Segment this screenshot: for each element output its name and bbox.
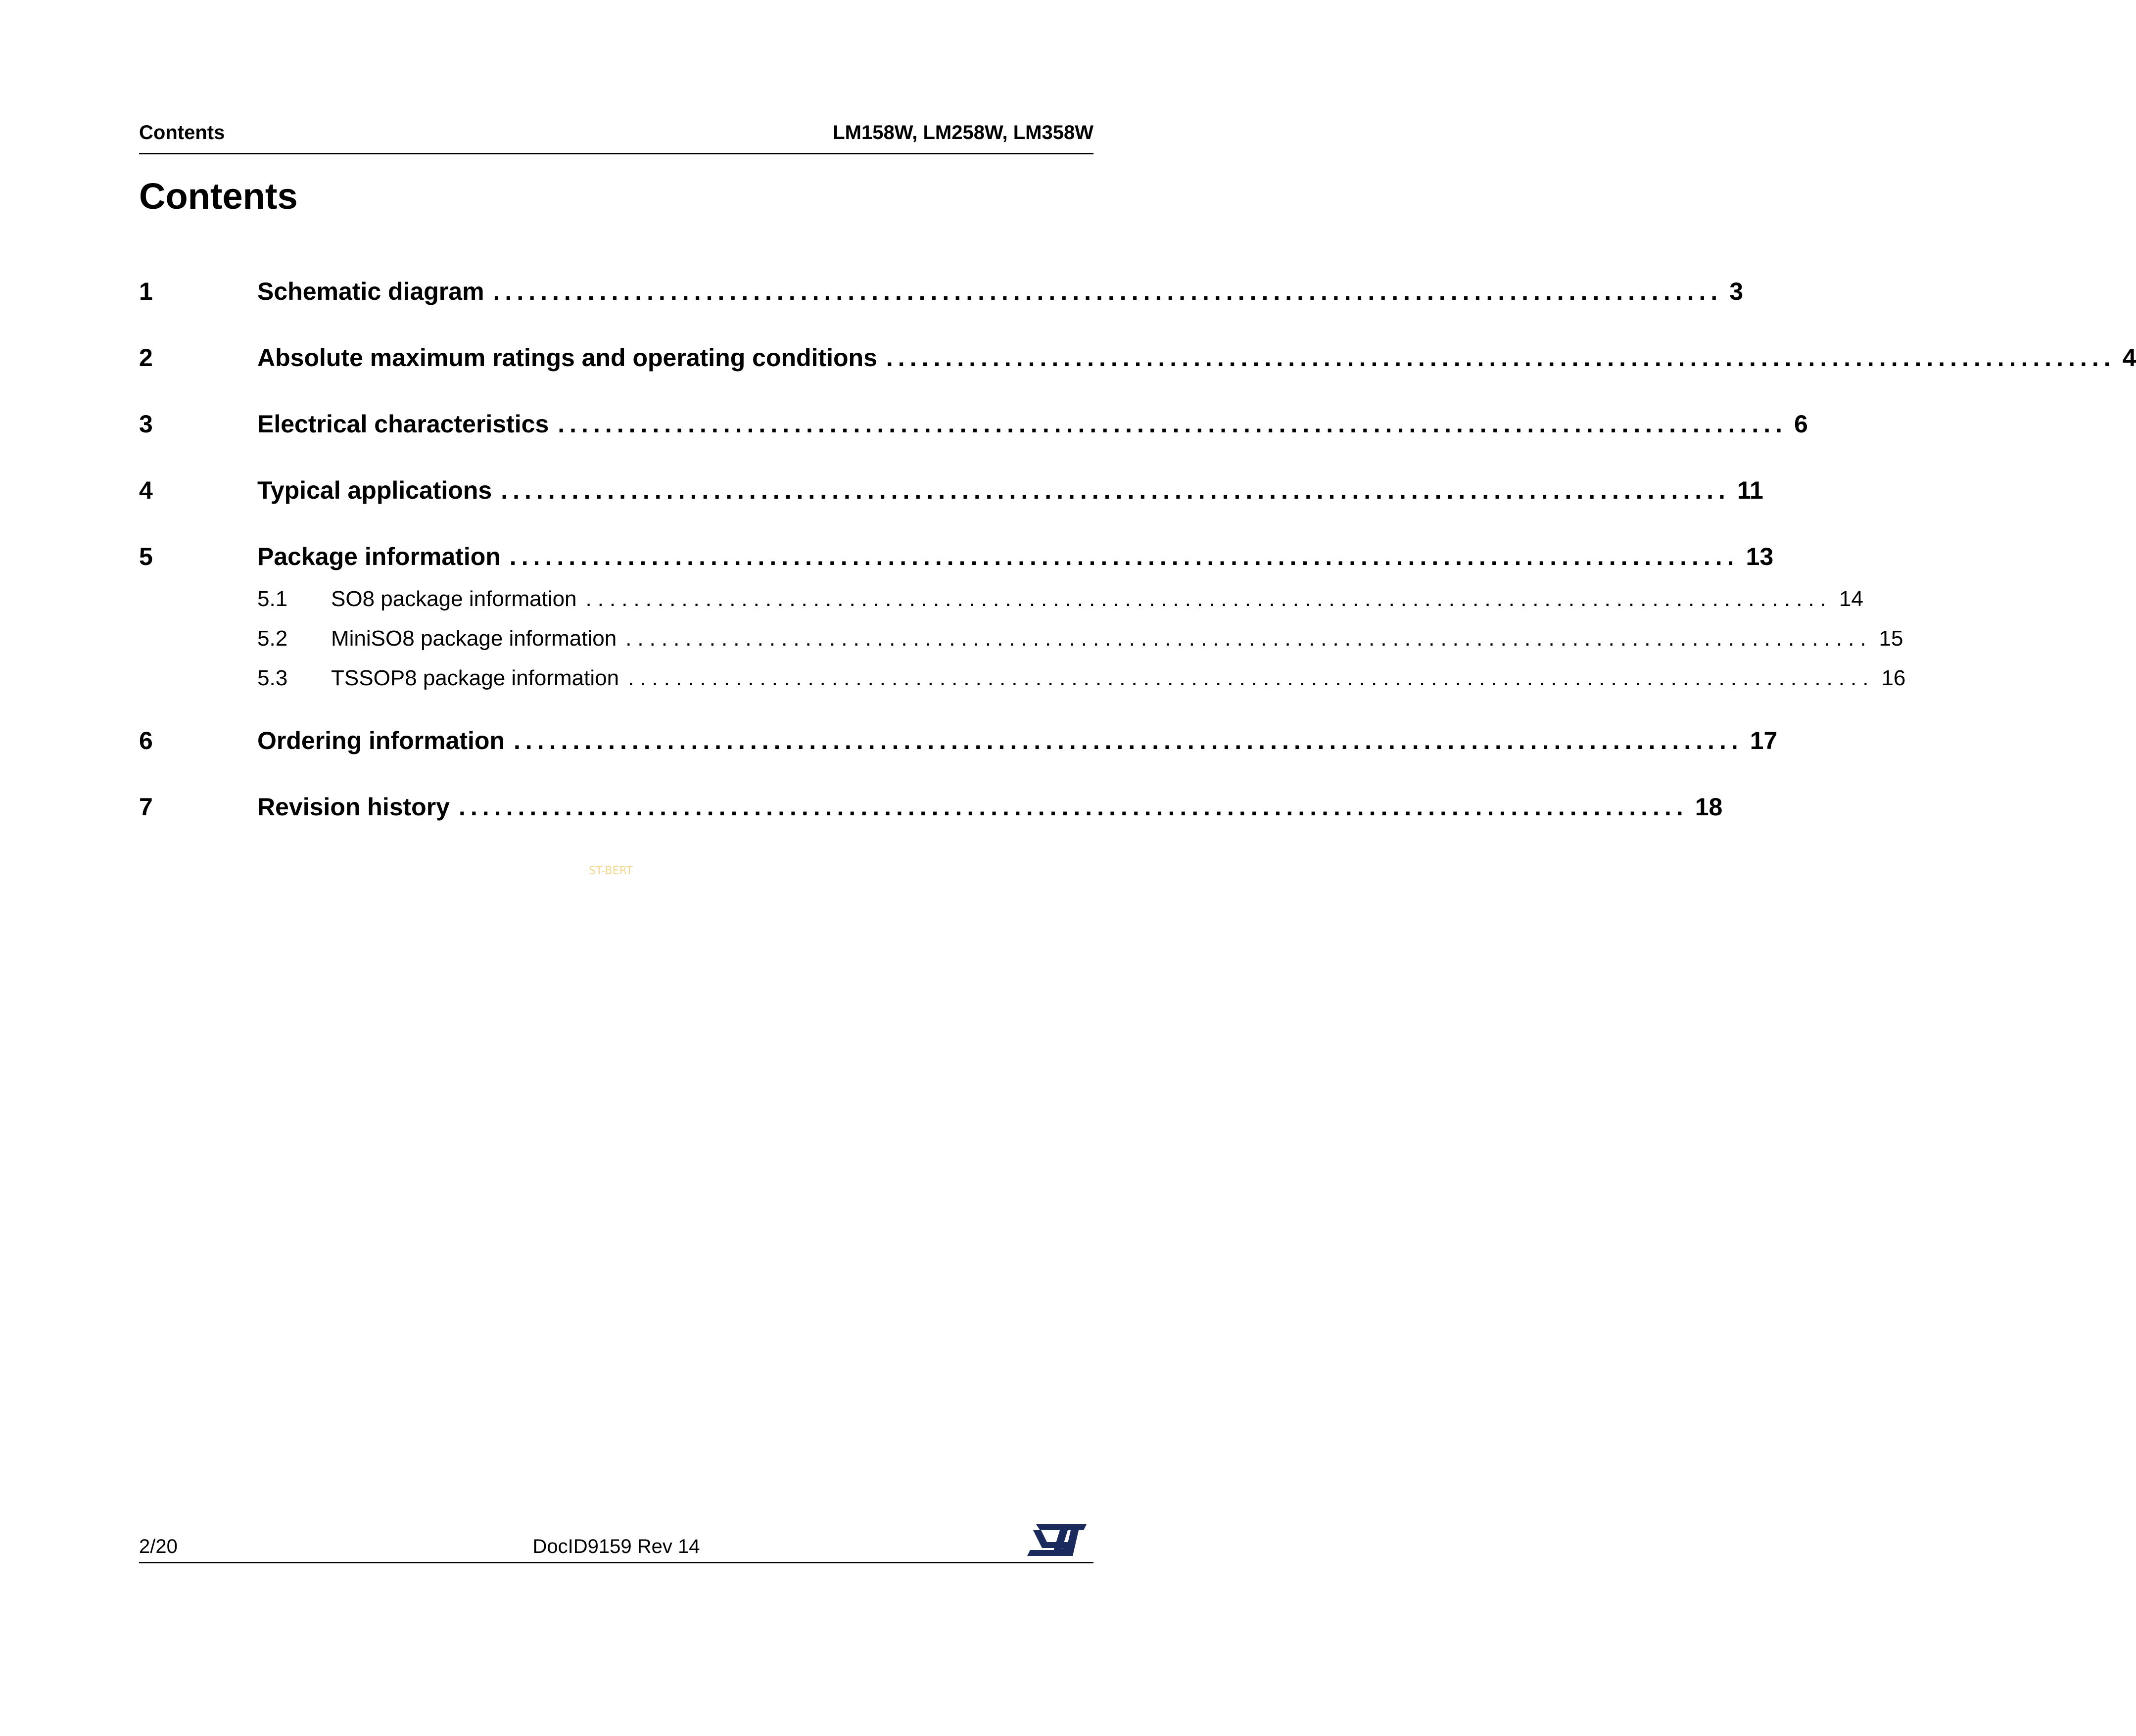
toc-entry-number: 1 xyxy=(139,278,153,305)
toc-entry-5-3[interactable] xyxy=(139,666,1906,691)
toc-entry-title: Typical applications xyxy=(257,476,492,504)
watermark-text: ST-BERT xyxy=(589,865,633,877)
toc-entry-title: Electrical characteristics xyxy=(257,410,549,438)
toc-entry-page: 16 xyxy=(1881,666,1906,690)
footer-page-number: 2/20 xyxy=(139,1536,178,1557)
toc-entry-2[interactable] xyxy=(139,343,2136,372)
toc-entry-page: 18 xyxy=(1695,793,1723,821)
toc-entry-number: 5.2 xyxy=(257,626,288,651)
toc-leader-dots: ........................................................................................................ xyxy=(514,727,1743,754)
toc-entry-title: TSSOP8 package information xyxy=(331,666,619,690)
header-product-names: LM158W, LM258W, LM358W xyxy=(833,122,1093,143)
page-footer xyxy=(139,1524,1093,1563)
toc-entry-title: SO8 package information xyxy=(331,587,577,611)
toc-entry-page: 17 xyxy=(1750,727,1778,754)
toc-entry-title: Package information xyxy=(257,543,501,570)
toc-leader-dots: ........................................................................................................ xyxy=(459,793,1688,821)
toc-leader-dots: ........................................................................................................ xyxy=(585,587,1832,611)
toc-entry-3[interactable] xyxy=(139,410,1808,438)
toc-entry-page: 14 xyxy=(1839,587,1863,611)
toc-entry-title: Absolute maximum ratings and operating conditions xyxy=(257,344,877,372)
toc-leader-dots: ........................................................................................................ xyxy=(501,476,1730,504)
toc-entry-number: 5 xyxy=(139,543,153,570)
toc-entry-5[interactable] xyxy=(139,542,1774,571)
page-title: Contents xyxy=(139,176,298,217)
toc-entry-page: 15 xyxy=(1879,626,1903,651)
page-header xyxy=(139,119,1093,154)
toc-entry-title: Ordering information xyxy=(257,727,505,754)
footer-doc-id: DocID9159 Rev 14 xyxy=(532,1536,700,1557)
toc-entry-title: Revision history xyxy=(257,793,450,821)
toc-entry-page: 4 xyxy=(2122,344,2136,372)
toc-leader-dots: ........................................................................................................ xyxy=(509,543,1739,570)
toc-entry-number: 5.3 xyxy=(257,666,288,690)
toc-entry-5-2[interactable] xyxy=(139,626,1903,651)
toc-entry-4[interactable] xyxy=(139,476,1763,505)
toc-entry-title: MiniSO8 package information xyxy=(331,626,617,651)
toc-entry-page: 11 xyxy=(1737,476,1763,504)
toc-entry-5-1[interactable] xyxy=(139,587,1863,611)
toc-entry-number: 4 xyxy=(139,476,153,504)
toc-leader-dots: ........................................................................................................ xyxy=(886,344,2116,372)
header-section-title: Contents xyxy=(139,122,225,143)
toc-leader-dots: ........................................................................................................ xyxy=(493,278,1723,305)
toc-entry-title: Schematic diagram xyxy=(257,278,484,305)
toc-entry-number: 7 xyxy=(139,793,153,821)
toc-entry-number: 5.1 xyxy=(257,587,288,611)
toc-entry-page: 6 xyxy=(1794,410,1808,438)
toc-entry-number: 3 xyxy=(139,410,153,438)
toc-leader-dots: ........................................................................................................ xyxy=(558,410,1787,438)
toc-entry-6[interactable] xyxy=(139,726,1778,755)
toc-entry-page: 3 xyxy=(1729,278,1744,305)
toc-entry-7[interactable] xyxy=(139,793,1723,821)
toc-entry-number: 2 xyxy=(139,344,153,372)
toc-entry-page: 13 xyxy=(1746,543,1774,570)
st-logo-icon xyxy=(1027,1524,1087,1556)
toc-leader-dots: ........................................................................................................ xyxy=(625,626,1872,651)
toc-entry-number: 6 xyxy=(139,727,153,754)
toc-leader-dots: ........................................................................................................ xyxy=(628,666,1875,690)
toc-entry-1[interactable] xyxy=(139,277,1744,306)
